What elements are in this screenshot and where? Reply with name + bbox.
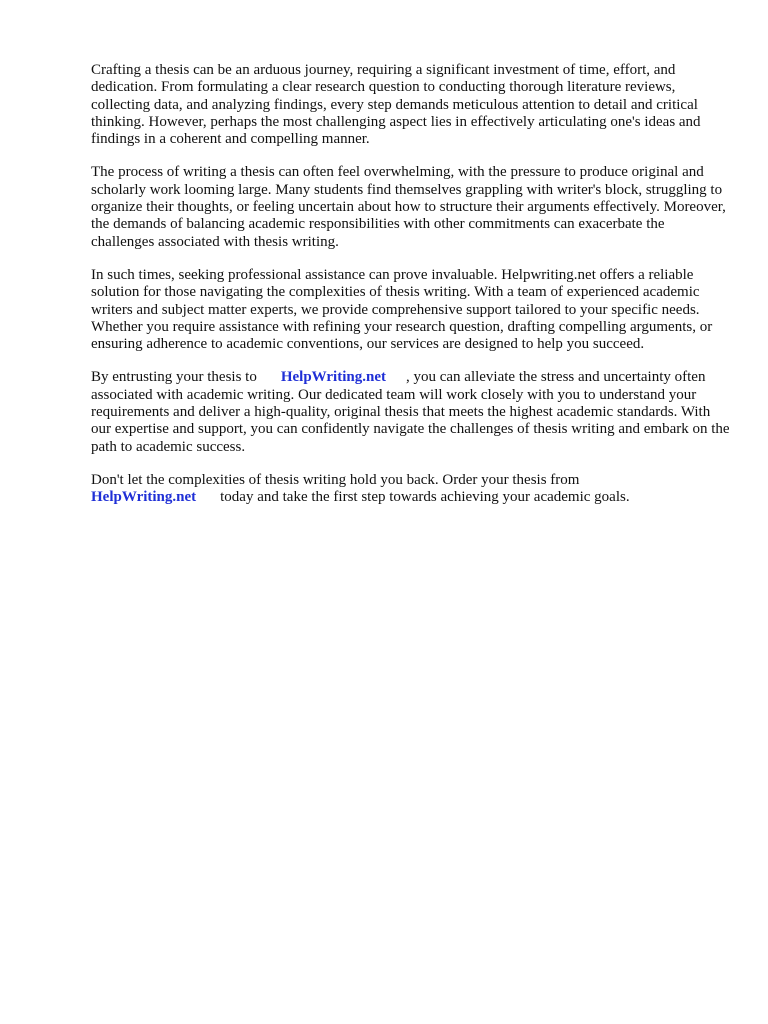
paragraph-entrusting-lead-text: By entrusting your thesis to: [91, 369, 257, 386]
paragraph-call-to-action: [91, 472, 731, 507]
paragraph-cta-lead-text: Don't let the complexities of thesis writing hold you back. Order your thesis from: [91, 471, 580, 488]
paragraph-cta-trail-text: today and take the first step towards achieving your academic goals.: [220, 489, 630, 506]
paragraph-challenges: The process of writing a thesis can often feel overwhelming, with the pressure to produce original and scholarly work looming large. Many students find themselves grappling with writer's block, struggling to organize their thoughts, or feeling uncertain about how to structure their arguments effectively. Moreover, the demands of balancing academic responsibilities with other commitments can exacerbate the challenges associated with thesis writing.: [91, 164, 726, 250]
helpwriting-order-link[interactable]: HelpWriting.net: [91, 489, 197, 506]
paragraph-intro: Crafting a thesis can be an arduous journey, requiring a significant investment of time, effort, and dedication. From formulating a clear research question to conducting thorough literature reviews, collecting data, and analyzing findings, every step demands meticulous attention to detail and critical thinking. However, perhaps the most challenging aspect lies in effectively articulating one's ideas and findings in a coherent and compelling manner.: [91, 62, 701, 148]
helpwriting-link[interactable]: HelpWriting.net: [280, 369, 386, 386]
document-body: [91, 62, 731, 523]
paragraph-assistance: In such times, seeking professional assistance can prove invaluable. Helpwriting.net offers a reliable solution for those navigating the complexities of thesis writing. With a team of experienced academic writers and subject matter experts, we provide comprehensive support tailored to your specific needs. Whether you require assistance with refining your research question, drafting compelling arguments, or ensuring adherence to academic conventions, our services are designed to help you succeed.: [91, 266, 713, 353]
paragraph-entrusting-trail-text: , you can alleviate the stress and uncertainty often associated with academic writing. Our dedicated team will work closely with you to understand your requirements and deliver a high-quality, original thesis that meets the highest academic standards. With our expertise and support, you can confidently navigate the challenges of thesis writing and embark on the path to academic success.: [91, 369, 730, 455]
paragraph-entrusting: [91, 369, 731, 455]
